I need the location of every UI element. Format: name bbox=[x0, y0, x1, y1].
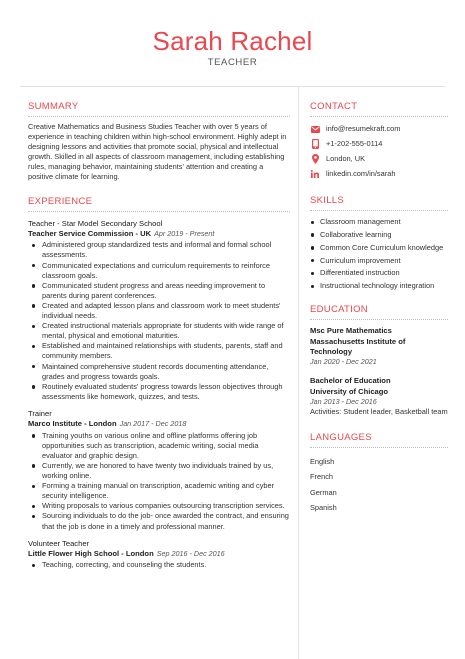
skills-section bbox=[310, 195, 448, 291]
job-org-name: Teacher Service Commission - UK bbox=[28, 228, 152, 238]
contact-email[interactable] bbox=[310, 122, 448, 137]
column-divider bbox=[298, 86, 299, 659]
job-title: Trainer bbox=[28, 408, 52, 418]
job-organization bbox=[28, 549, 290, 559]
contact-heading: CONTACT bbox=[310, 101, 448, 117]
contact-linkedin[interactable] bbox=[310, 166, 448, 181]
main-column bbox=[28, 101, 290, 573]
skill-item: Instructional technology integration bbox=[310, 281, 448, 291]
job-bullets bbox=[28, 431, 290, 532]
phone-icon bbox=[310, 139, 320, 149]
skill-item: Differentiated instruction bbox=[310, 268, 448, 278]
contact-phone-text: +1-202-555-0114 bbox=[326, 139, 383, 149]
job-bullet: Established and maintained relationships with students, parents, staff and community members. bbox=[28, 341, 290, 361]
job-bullet: Created instructional materials appropriate for students with wide range of mental, physical and emotional maturities. bbox=[28, 321, 290, 341]
job-bullet: Teaching, correcting, and counseling the students. bbox=[28, 560, 290, 570]
resume-name: Sarah Rachel bbox=[152, 26, 313, 56]
education-entry bbox=[310, 376, 448, 417]
skill-item: Collaborative learning bbox=[310, 230, 448, 240]
skill-item: Common Core Curriculum knowledge bbox=[310, 243, 448, 253]
edu-dates: Jan 2013 - Dec 2016 bbox=[310, 397, 377, 407]
edu-dates: Jan 2020 - Dec 2021 bbox=[310, 357, 377, 367]
contact-linkedin-text: linkedin.com/in/sarah bbox=[326, 168, 396, 178]
experience-entry bbox=[28, 539, 290, 571]
contact-location-text: London, UK bbox=[326, 153, 366, 163]
contact-email-text: info@resumekraft.com bbox=[326, 124, 401, 134]
summary-section bbox=[28, 101, 290, 183]
job-bullets bbox=[28, 560, 290, 570]
experience-section bbox=[28, 196, 290, 571]
job-org-name: Marco Institute - London bbox=[28, 419, 117, 429]
job-title: Volunteer Teacher bbox=[28, 538, 90, 548]
education-heading: EDUCATION bbox=[310, 304, 448, 320]
experience-heading: EXPERIENCE bbox=[28, 196, 290, 212]
education-entry bbox=[310, 326, 448, 367]
skill-item: Classroom management bbox=[310, 217, 448, 227]
header-divider bbox=[20, 86, 445, 87]
edu-degree: Msc Pure Mathematics bbox=[310, 326, 392, 336]
edu-activities: Activities: Student leader, Basketball team bbox=[310, 407, 448, 417]
summary-text: Creative Mathematics and Business Studies Teacher with over 5 years of experience in teaching children within high-school environment. Highly adept in designing lessons and activities that promote social, physical and intellectual growth. Skilled in all aspects of classroom management, including establishing rules, managing behavior, maintaining students' attention and creating a positive climate for learning. bbox=[28, 122, 287, 182]
language-item: French bbox=[310, 472, 334, 482]
job-title: Teacher - Star Model Secondary School bbox=[28, 218, 163, 228]
job-bullet: Communicated student progress and areas needing improvement to parents during parent conferences. bbox=[28, 281, 290, 301]
experience-entry bbox=[28, 219, 290, 402]
job-organization bbox=[28, 419, 290, 429]
job-bullet: Administered group standardized tests and informal and formal school assessments. bbox=[28, 240, 290, 260]
skill-item: Curriculum improvement bbox=[310, 256, 448, 266]
languages-section bbox=[310, 432, 448, 513]
contact-location bbox=[310, 152, 448, 167]
resume-job-title: TEACHER bbox=[207, 57, 258, 68]
education-section bbox=[310, 304, 448, 417]
summary-heading: SUMMARY bbox=[28, 101, 290, 117]
languages-heading: LANGUAGES bbox=[310, 432, 448, 448]
job-bullet: Routinely evaluated students' progress towards lesson objectives through assessments like homework, quizzes, and tests. bbox=[28, 382, 290, 402]
experience-entry bbox=[28, 409, 290, 532]
job-bullet: Sourcing individuals to do the job- once awarded the contract, and ensuring that the job is done in a timely and professional manner. bbox=[28, 511, 290, 531]
job-organization bbox=[28, 229, 290, 239]
sidebar-column bbox=[310, 101, 448, 518]
job-org-name: Little Flower High School - London bbox=[28, 549, 154, 559]
language-item: Spanish bbox=[310, 502, 337, 512]
job-bullet: Communicated expectations and curriculum requirements to reinforce classroom goals. bbox=[28, 261, 290, 281]
job-dates: Apr 2019 - Present bbox=[154, 228, 215, 238]
edu-school: University of Chicago bbox=[310, 386, 389, 396]
contact-section bbox=[310, 101, 448, 181]
job-bullet: Writing proposals to various companies outsourcing transcription services. bbox=[28, 501, 290, 511]
job-bullet: Maintained comprehensive student records documenting attendance, grades and progress towards goals. bbox=[28, 362, 290, 382]
job-dates: Sep 2016 - Dec 2016 bbox=[156, 549, 225, 559]
contact-phone[interactable] bbox=[310, 137, 448, 152]
job-bullets bbox=[28, 240, 290, 402]
edu-degree: Bachelor of Education bbox=[310, 376, 391, 386]
language-item: German bbox=[310, 487, 337, 497]
skills-list bbox=[310, 217, 448, 291]
location-icon bbox=[310, 154, 320, 164]
linkedin-icon bbox=[310, 169, 320, 179]
job-bullet: Currently, we are honored to have twenty two individuals trained by us, working online. bbox=[28, 461, 290, 481]
skills-heading: SKILLS bbox=[310, 195, 448, 211]
job-bullet: Training youths on various online and offline platforms offering job opportunities such as transcription, academic writing, social media evaluator and graphic design. bbox=[28, 431, 290, 461]
job-dates: Jan 2017 - Dec 2018 bbox=[119, 419, 187, 429]
job-bullet: Created and adapted lesson plans and classroom work to meet students' individual needs. bbox=[28, 301, 290, 321]
edu-school: Massachusetts Institute of Technology bbox=[310, 336, 406, 356]
email-icon bbox=[310, 124, 320, 134]
job-bullet: Forming a training manual on transcription, academic writing and cyber security intelligence. bbox=[28, 481, 290, 501]
languages-list bbox=[310, 457, 448, 513]
language-item: English bbox=[310, 457, 335, 467]
